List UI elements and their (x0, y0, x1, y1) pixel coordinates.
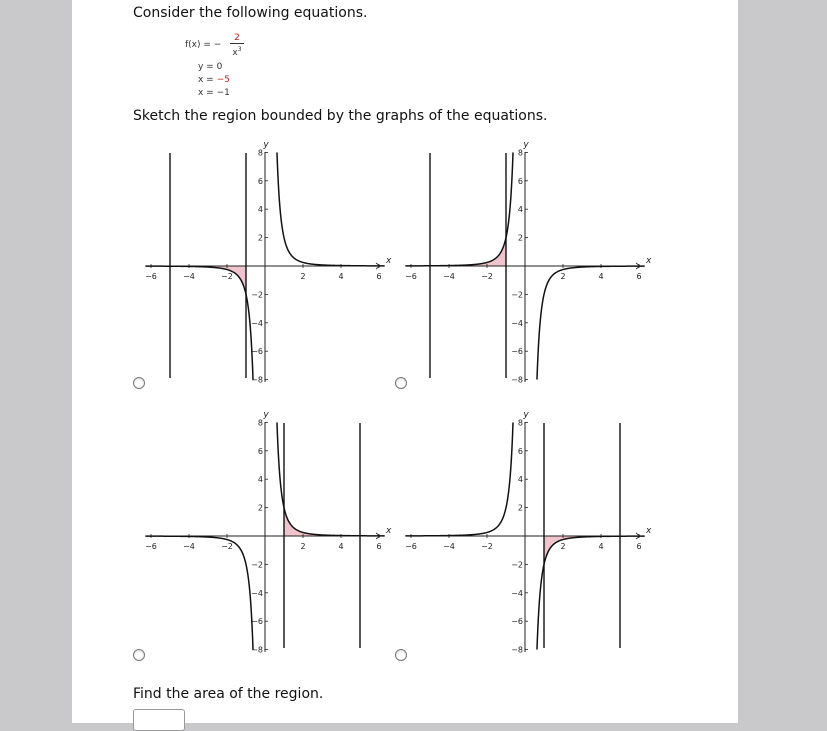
x-tick-label: −2 (481, 542, 493, 551)
radio-option-b[interactable] (395, 377, 407, 389)
y-tick-label: 8 (257, 418, 263, 428)
radio-option-d[interactable] (395, 649, 407, 661)
x-tick-label: 4 (338, 272, 344, 281)
x-tick-label: −4 (183, 542, 195, 551)
radio-option-a[interactable] (133, 377, 145, 389)
equation-x1: x = −5 (198, 75, 230, 85)
y-tick-label: −6 (251, 617, 263, 627)
equation-f-fraction: 2 $x^3$ (229, 33, 245, 59)
shaded-region (544, 536, 620, 564)
y-tick-label: 4 (257, 205, 263, 215)
area-answer-input[interactable] (133, 709, 185, 731)
x-tick-label: 6 (376, 272, 382, 281)
y-tick-label: 2 (517, 233, 523, 243)
question-intro: Consider the following equations. (133, 5, 368, 21)
x-tick-label: 2 (300, 272, 306, 281)
x-tick-label: 6 (636, 542, 642, 551)
x-tick-label: 4 (338, 542, 344, 551)
y-tick-label: 2 (257, 233, 263, 243)
function-curve (277, 422, 385, 535)
y-tick-label: 4 (517, 205, 523, 215)
y-axis-label: y (523, 410, 529, 420)
y-tick-label: 8 (257, 148, 263, 158)
area-prompt: Find the area of the region. (133, 686, 324, 702)
y-tick-label: 2 (517, 503, 523, 513)
x-tick-label: −6 (145, 542, 157, 551)
equation-x2: x = −1 (198, 88, 230, 98)
y-tick-label: −4 (511, 588, 523, 598)
y-tick-label: −8 (251, 375, 263, 385)
y-tick-label: 6 (257, 446, 263, 456)
radio-option-c[interactable] (133, 649, 145, 661)
graph-option-d (400, 405, 660, 655)
y-tick-label: −8 (251, 645, 263, 655)
x-tick-label: −4 (183, 272, 195, 281)
y-axis-label: y (263, 410, 269, 420)
y-tick-label: −8 (511, 375, 523, 385)
y-tick-label: −6 (511, 347, 523, 357)
graph-option-b (400, 135, 660, 385)
sketch-prompt: Sketch the region bounded by the graphs of the equations. (133, 108, 548, 124)
y-tick-label: 6 (517, 446, 523, 456)
graph-option-a (140, 135, 400, 385)
x-tick-label: −4 (443, 542, 455, 551)
function-curve (537, 266, 645, 379)
x-axis-label: x (386, 526, 392, 536)
function-curve (537, 536, 645, 649)
x-tick-label: 6 (376, 542, 382, 551)
y-tick-label: −6 (511, 617, 523, 627)
x-tick-label: 2 (560, 272, 566, 281)
y-tick-label: 8 (517, 148, 523, 158)
equation-f: f(x) = − (185, 40, 222, 50)
x-tick-label: −6 (145, 272, 157, 281)
y-tick-label: 6 (517, 176, 523, 186)
graph-option-c (140, 405, 400, 655)
function-curve (277, 152, 385, 265)
x-tick-label: 6 (636, 272, 642, 281)
x-axis-label: x (646, 256, 652, 266)
y-tick-label: −4 (511, 318, 523, 328)
y-axis-label: y (523, 140, 529, 150)
function-curve (145, 266, 253, 379)
y-tick-label: 4 (517, 475, 523, 485)
function-curve (405, 152, 513, 265)
x-tick-label: −2 (221, 272, 233, 281)
y-tick-label: −6 (251, 347, 263, 357)
function-curve (405, 422, 513, 535)
y-tick-label: −8 (511, 645, 523, 655)
equation-y: y = 0 (198, 62, 223, 72)
x-axis-label: x (386, 256, 392, 266)
y-tick-label: −2 (511, 560, 523, 570)
y-axis-label: y (263, 140, 269, 150)
shaded-region (170, 266, 246, 294)
x-tick-label: −2 (481, 272, 493, 281)
x-tick-label: 4 (598, 272, 604, 281)
x-tick-label: −6 (405, 542, 417, 551)
x-tick-label: −4 (443, 272, 455, 281)
y-tick-label: −2 (251, 560, 263, 570)
x-tick-label: 4 (598, 542, 604, 551)
shaded-region (430, 238, 506, 266)
x-axis-label: x (646, 526, 652, 536)
x-tick-label: 2 (560, 542, 566, 551)
x-tick-label: −6 (405, 272, 417, 281)
y-tick-label: 6 (257, 176, 263, 186)
y-tick-label: 2 (257, 503, 263, 513)
x-tick-label: −2 (221, 542, 233, 551)
y-tick-label: −2 (511, 290, 523, 300)
shaded-region (284, 508, 360, 536)
function-curve (145, 536, 253, 649)
y-tick-label: −4 (251, 318, 263, 328)
y-tick-label: 8 (517, 418, 523, 428)
y-tick-label: 4 (257, 475, 263, 485)
x-tick-label: 2 (300, 542, 306, 551)
y-tick-label: −2 (251, 290, 263, 300)
y-tick-label: −4 (251, 588, 263, 598)
